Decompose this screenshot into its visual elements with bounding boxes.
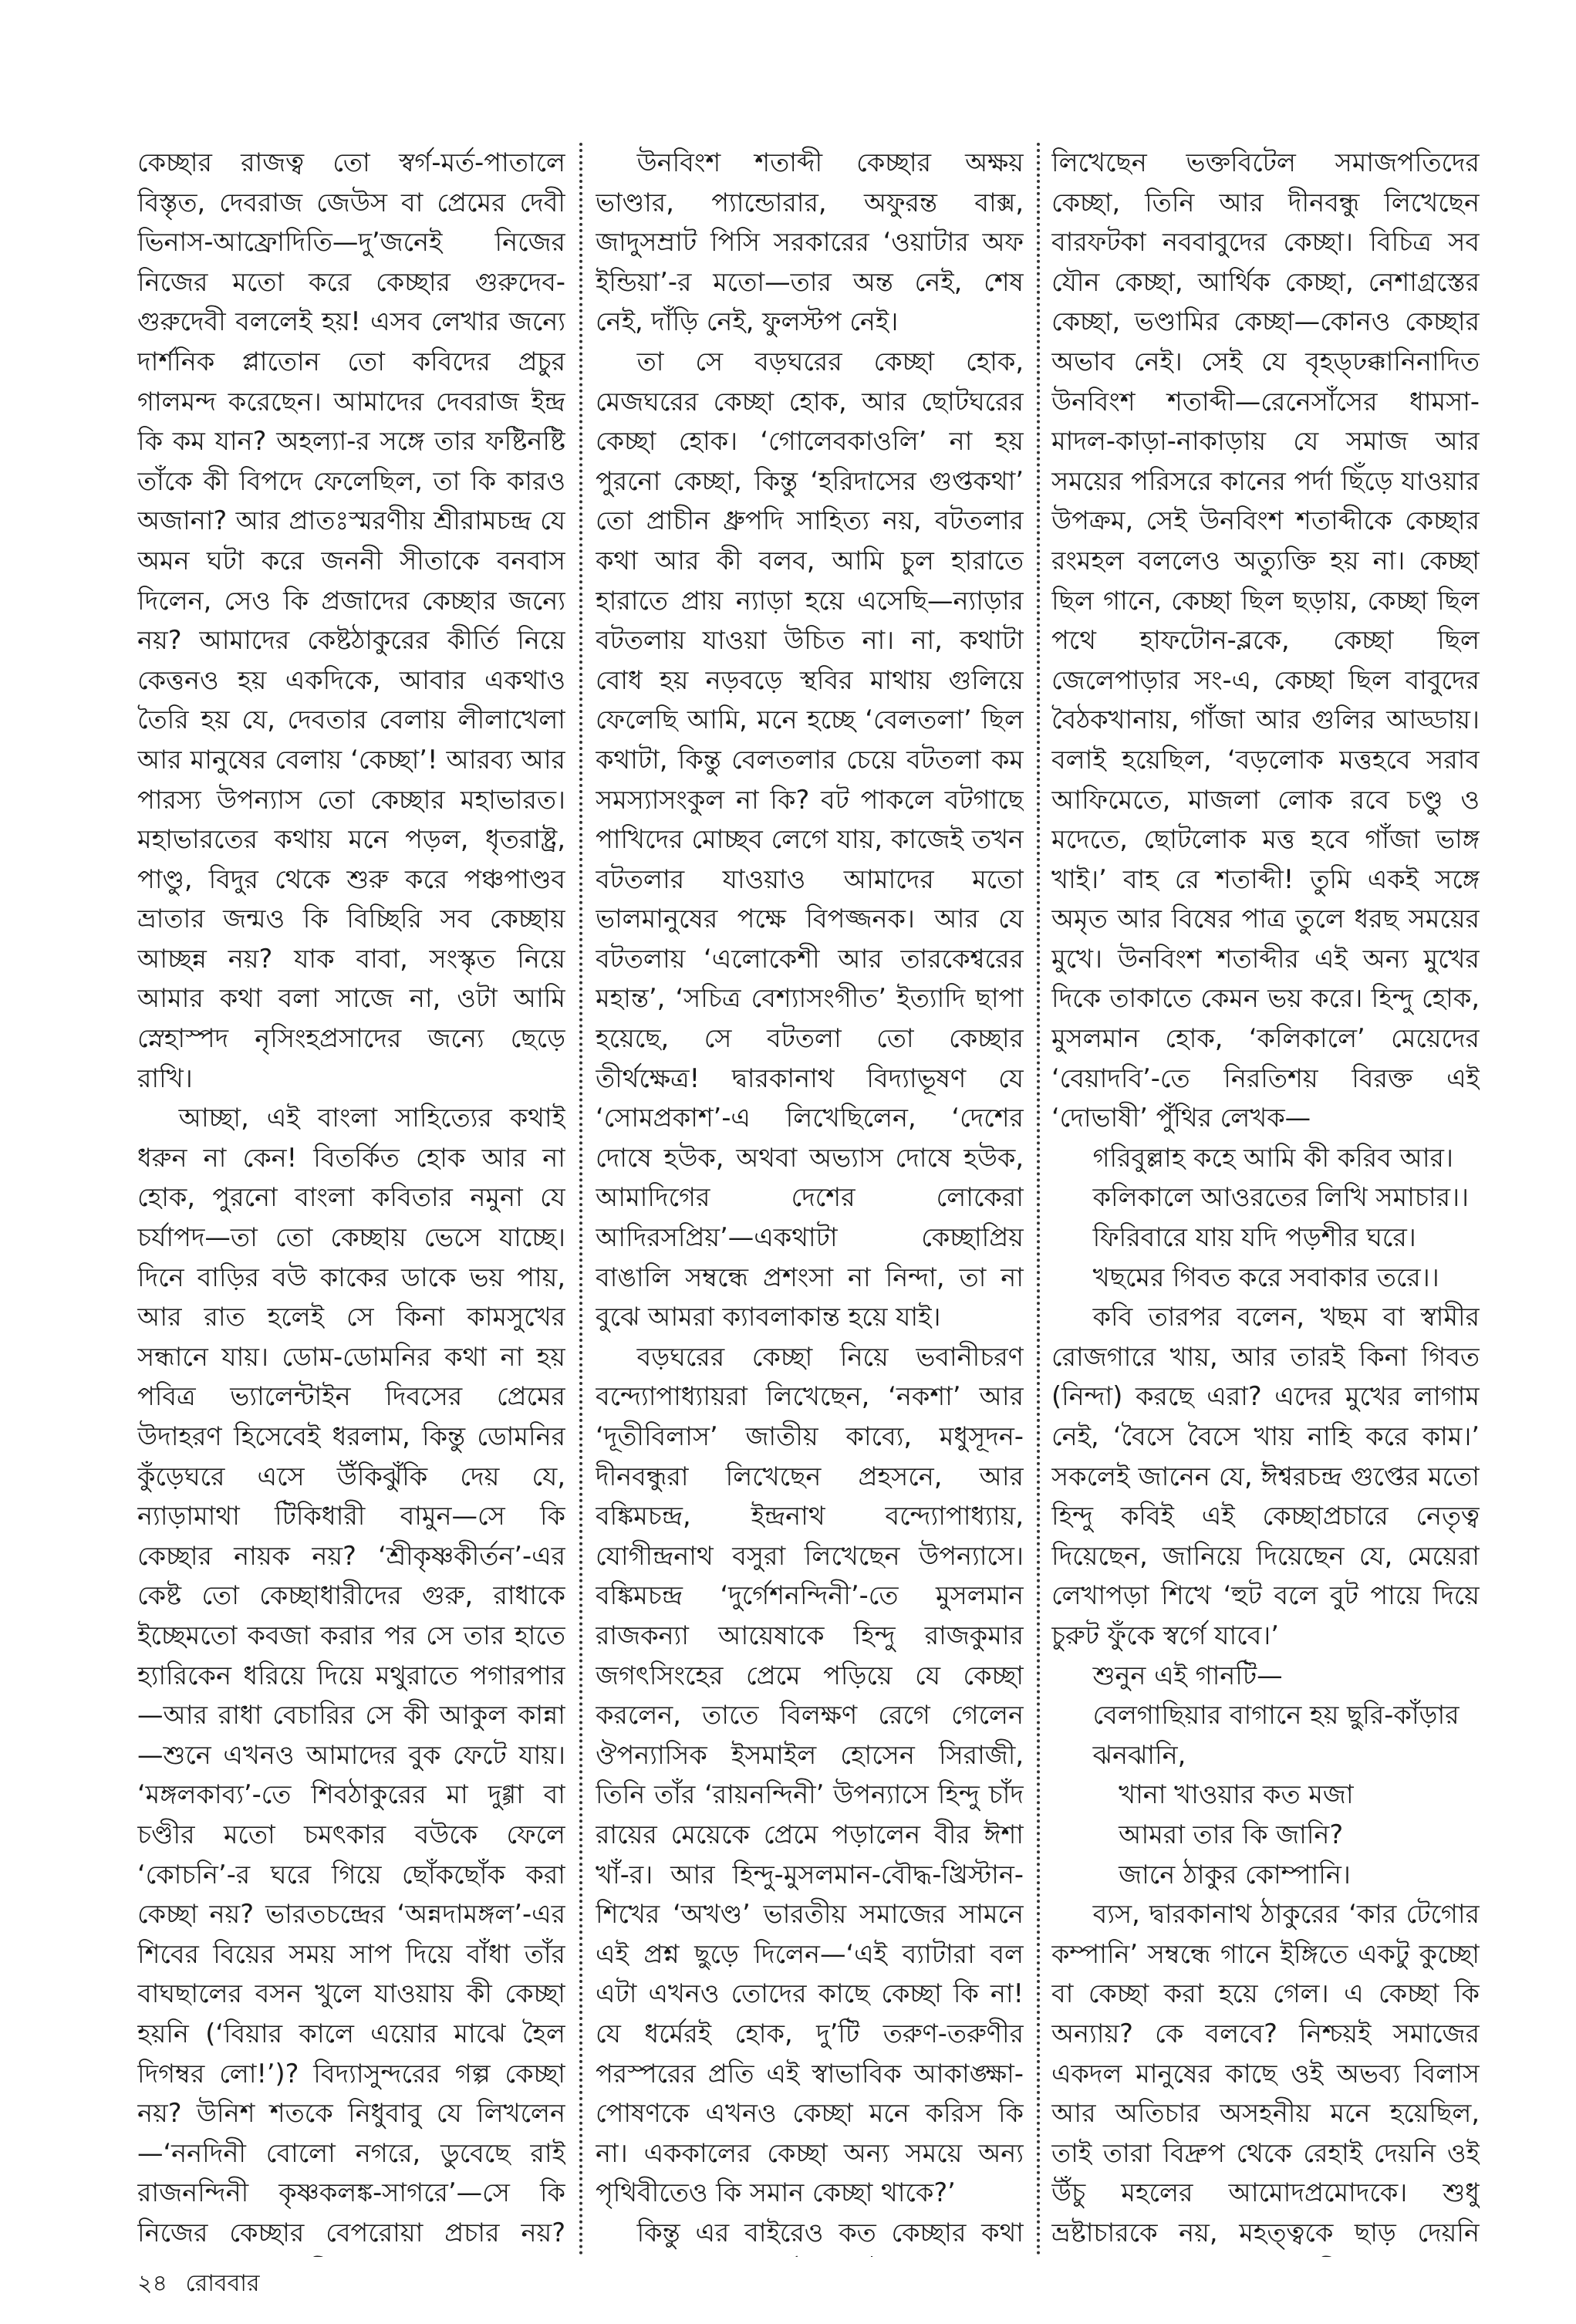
column-divider-1 [579,143,582,2257]
verse-line: আমরা তার কি জানি? [1119,1819,1344,1849]
verse-line: বেলগাছিয়ার বাগানে হয় ছুরি-কাঁড়ার ঝনঝানি, [1092,1700,1460,1770]
page-footer [137,2268,260,2299]
paragraph: আচ্ছা, এই বাংলা সাহিত্যের কথাই ধরুন না কেন! বিতর্কিত হোক আর না হোক, পুরনো বাংলা কবিতার নমুনা যে চর্যাপদ—তা তো কেচ্ছায় ভেসে যাচ্ছে। দিনে বাড়ির বউ কাকের ডাকে ভয় পায়, আর রাত হলেই সে কিনা কামসুখের সন্ধানে যায়। ডোম-ডোমনির কথা না হয় পবিত্র ভ্যালেন্টাইন দিবসের প্রেমের উদাহরণ হিসেবেই ধরলাম, কিন্তু ডোমনির কুঁড়েঘরে এসে উঁকিঝুঁকি দেয় যে, ন্যাড়ামাথা টিকিধারী বামুন—সে কি কেচ্ছার নায়ক নয়? ‘শ্রীকৃষ্ণকীর্তন’-এর কেষ্ট তো কেচ্ছাধারীদের গুরু, রাধাকে ইচ্ছেমতো কবজা করার পর সে তার হাতে হ্যারিকেন ধরিয়ে দিয়ে মথুরাতে পগারপার—আর রাধা বেচারির সে কী আকুল কান্না—শুনে এখনও আমাদের বুক ফেটে যায়। ‘মঙ্গলকাব্য’-তে শিবঠাকুরের মা দুগ্গা বা চণ্ডীর মতো চমৎকার বউকে ফেলে ‘কোচনি’-র ঘরে গিয়ে ছোঁকছোঁক করা কেচ্ছা নয়? ভারতচন্দ্রের ‘অন্নদামঙ্গল’-এর শিবের বিয়ের সময় সাপ দিয়ে বাঁধা তাঁর বাঘছালের বসন খুলে যাওয়ায় কী কেচ্ছা হয়নি (‘বিয়ার কালে এয়োর মাঝে হৈল দিগম্বর লো!’)? বিদ্যাসুন্দরের গল্প কেচ্ছা নয়? উনিশ শতকে নিধুবাবু যে লিখলেন—‘ননদিনী বোলো নগরে, ডুবেছে রাই রাজনন্দিনী কৃষ্ণকলঙ্ক-সাগরে’—সে কি নিজের কেচ্ছার বেপরোয়া প্রচার নয়? [137,1103,565,2248]
paragraph: উনবিংশ শতাব্দী কেচ্ছার অক্ষয় ভাণ্ডার, প্যান্ডোরার, অফুরন্ত বাক্স, জাদুসম্রাট পিসি সরকারের ‘ওয়াটার অফ ইন্ডিয়া’-র মতো—তার অন্ত নেই, শেষ নেই, দাঁড়ি নেই, ফুলস্টপ নেই। [596,147,1024,337]
text-column-2 [596,143,1024,2257]
page-number: ২৪ [137,2270,167,2297]
paragraph: বড়ঘরের কেচ্ছা নিয়ে ভবানীচরণ বন্দ্যোপাধ্যায়রা লিখেছেন, ‘নকশা’ আর ‘দূতীবিলাস’ জাতীয় কাব্যে, মধুসূদন-দীনবন্ধুরা লিখেছেন প্রহসনে, আর বঙ্কিমচন্দ্র, ইন্দ্রনাথ বন্দ্যোপাধ্যায়, যোগীন্দ্রনাথ বসুরা লিখেছেন উপন্যাসে। বঙ্কিমচন্দ্র ‘দুর্গেশনন্দিনী’-তে মুসলমান রাজকন্যা আয়েষাকে হিন্দু রাজকুমার জগৎসিংহের প্রেমে পড়িয়ে যে কেচ্ছা করলেন, তাতে বিলক্ষণ রেগে গেলেন ঔপন্যাসিক ইসমাইল হোসেন সিরাজী, তিনি তাঁর ‘রায়নন্দিনী’ উপন্যাসে হিন্দু চাঁদ রায়ের মেয়েকে প্রেমে পড়ালেন বীর ঈশা খাঁ-র। আর হিন্দু-মুসলমান-বৌদ্ধ-খ্রিস্টান-শিখের ‘অখণ্ড’ ভারতীয় সমাজের সামনে এই প্রশ্ন ছুড়ে দিলেন—‘এই ব্যাটারা বল এটা এখনও তোদের কাছে কেচ্ছা কি না! যে ধর্মেরই হোক, দু’টি তরুণ-তরুণীর পরস্পরের প্রতি এই স্বাভাবিক আকাঙ্ক্ষা-পোষণকে এখনও কেচ্ছা মনে করিস কি না। এককালের কেচ্ছা অন্য সময়ে অন্য পৃথিবীতেও কি সমান কেচ্ছা থাকে?’ [596,1341,1024,2208]
paragraph: লিখেছেন ভক্তবিটেল সমাজপতিদের কেচ্ছা, তিনি আর দীনবন্ধু লিখেছেন বারফটকা নববাবুদের কেচ্ছা। বিচিত্র সব যৌন কেচ্ছা, আর্থিক কেচ্ছা, নেশাগ্রস্তের কেচ্ছা, ভণ্ডামির কেচ্ছা—কোনও কেচ্ছার অভাব নেই। সেই যে বৃহড্ঢক্কানিনাদিত উনবিংশ শতাব্দী—রেনেসাঁসের ধামসা-মাদল-কাড়া-নাকাড়ায় যে সমাজ আর সময়ের পরিসরে কানের পর্দা ছিঁড়ে যাওয়ার উপক্রম, সেই উনবিংশ শতাব্দীকে কেচ্ছার রংমহল বললেও অত্যুক্তি হয় না। কেচ্ছা ছিল গানে, কেচ্ছা ছিল ছড়ায়, কেচ্ছা ছিল পথে হাফটোন-ব্লকে, কেচ্ছা ছিল জেলেপাড়ার সং-এ, কেচ্ছা ছিল বাবুদের বৈঠকখানায়, গাঁজা আর গুলির আড্ডায়। বলাই হয়েছিল, ‘বড়লোক মত্তহবে সরাব আফিমেতে, মাজলা লোক রবে চণ্ডু ও মদেতে, ছোটলোক মত্ত হবে গাঁজা ভাঙ্গ খাই।’ বাহ রে শতাব্দী! তুমি একই সঙ্গে অমৃত আর বিষের পাত্র তুলে ধরছ সময়ের মুখে। উনবিংশ শতাব্দীর এই অন্য মুখের দিকে তাকাতে কেমন ভয় করে। হিন্দু হোক, মুসলমান হোক, ‘কলিকালে’ মেয়েদের ‘বেয়াদবি’-তে নিরতিশয় বিরক্ত এই ‘দোভাষী’ পুঁথির লেখক— [1051,147,1480,1133]
verse-line: খানা খাওয়ার কত মজা [1119,1779,1354,1810]
text-column-1 [137,143,565,2257]
paragraph: কবি তারপর বলেন, খছম বা স্বামীর রোজগারে খায়, আর তারই কিনা গিবত (নিন্দা) করছে এরা? এদের মুখের লাগাম নেই, ‘বৈসে বৈসে খায় নাহি করে কাম।’ সকলেই জানেন যে, ঈশ্বরচন্দ্র গুপ্তের মতো হিন্দু কবিই এই কেচ্ছাপ্রচারে নেতৃত্ব দিয়েছেন, জানিয়ে দিয়েছেন যে, মেয়েরা লেখাপড়া শিখে ‘হুট বলে বুট পায়ে দিয়ে চুরুট ফুঁকে স্বর্গে যাবে।’ [1051,1302,1480,1650]
paragraph: কিন্তু এর বাইরেও কত কেচ্ছার কথা [636,2217,1024,2248]
paragraph: শুনুন এই গানটি— [1092,1660,1283,1691]
magazine-name: রোববার [185,2270,260,2297]
verse-line: খছমের গিবত করে সবাকার তরে।। [1092,1262,1439,1292]
verse-line: ফিরিবারে যায় যদি পড়শীর ঘরে। [1092,1222,1416,1253]
paragraph: কেচ্ছার রাজত্ব তো স্বর্গ-মর্ত-পাতালে বিস্তৃত, দেবরাজ জেউস বা প্রেমের দেবী ভিনাস-আফ্রোদিতি—দু’জনেই নিজের নিজের মতো করে কেচ্ছার গুরুদেব-গুরুদেবী বললেই হয়! এসব লেখার জন্যে দার্শনিক প্লাতোন তো কবিদের প্রচুর গালমন্দ করেছেন। আমাদের দেবরাজ ইন্দ্র কি কম যান? অহল্যা-র সঙ্গে তার ফষ্টিনষ্টি তাঁকে কী বিপদে ফেলেছিল, তা কি কারও অজানা? আর প্রাতঃস্মরণীয় শ্রীরামচন্দ্র যে অমন ঘটা করে জননী সীতাকে বনবাস দিলেন, সেও কি প্রজাদের কেচ্ছার জন্যে নয়? আমাদের কেষ্টঠাকুরের কীর্তি নিয়ে কেত্তনও হয় একদিকে, আবার একথাও তৈরি হয় যে, দেবতার বেলায় লীলাখেলা আর মানুষের বেলায় ‘কেচ্ছা’! আরব্য আর পারস্য উপন্যাস তো কেচ্ছার মহাভারত। মহাভারতের কথায় মনে পড়ল, ধৃতরাষ্ট্র, পাণ্ডু, বিদুর থেকে শুরু করে পঞ্চপাণ্ডব ভ্রাতার জন্মও কি বিচ্ছিরি সব কেচ্ছায় আচ্ছন্ন নয়? যাক বাবা, সংস্কৃত নিয়ে আমার কথা বলা সাজে না, ওটা আমি স্নেহাস্পদ নৃসিংহপ্রসাদের জন্যে ছেড়ে রাখি। [137,147,565,1093]
text-column-3 [1051,143,1480,2257]
verse-line: জানে ঠাকুর কোম্পানি। [1119,1859,1351,1890]
verse-line: গরিবুল্লাহ কহে আমি কী করিব আর। [1092,1142,1453,1173]
paragraph: ব্যস, দ্বারকানাথ ঠাকুরের ‘কার টেগোর কম্পানি’ সম্বন্ধে গানে ইঙ্গিতে একটু কুচ্ছো বা কেচ্ছা করা হয়ে গেল। এ কেচ্ছা কি অন্যায়? কে বলবে? নিশ্চয়ই সমাজের একদল মানুষের কাছে ওই অভব্য বিলাস আর অতিচার অসহনীয় মনে হয়েছিল, তাই তারা বিদ্রুপ থেকে রেহাই দেয়নি ওই উঁচু মহলের আমোদপ্রমোদকে। শুধু ভ্রষ্টাচারকে নয়, মহত্ত্বকে ছাড় দেয়নি [1051,1899,1480,2248]
paragraph: তা সে বড়ঘরের কেচ্ছা হোক, মেজঘরের কেচ্ছা হোক, আর ছোটঘরের কেচ্ছা হোক। ‘গোলেবকাওলি’ না হয় পুরনো কেচ্ছা, কিন্তু ‘হরিদাসের গুপ্তকথা’ তো প্রাচীন ধ্রুপদি সাহিত্য নয়, বটতলার কথা আর কী বলব, আমি চুল হারাতে হারাতে প্রায় ন্যাড়া হয়ে এসেছি—ন্যাড়ার বটতলায় যাওয়া উচিত না। না, কথাটা বোধ হয় নড়বড়ে স্থবির মাথায় গুলিয়ে ফেলেছি আমি, মনে হচ্ছে ‘বেলতলা’ ছিল কথাটা, কিন্তু বেলতলার চেয়ে বটতলা কম সমস্যাসংকুল না কি? বট পাকলে বটগাছে পাখিদের মোচ্ছব লেগে যায়, কাজেই তখন বটতলার যাওয়াও আমাদের মতো ভালমানুষের পক্ষে বিপজ্জনক। আর যে বটতলায় ‘এলোকেশী আর তারকেশ্বরের মহান্ত’, ‘সচিত্র বেশ্যাসংগীত’ ইত্যাদি ছাপা হয়েছে, সে বটতলা তো কেচ্ছার তীর্থক্ষেত্র! দ্বারকানাথ বিদ্যাভূষণ যে ‘সোমপ্রকাশ’-এ লিখেছিলেন, ‘দেশের দোষে হউক, অথবা অভ্যাস দোষে হউক, আমাদিগের দেশের লোকেরা আদিরসপ্রিয়’—একথাটা কেচ্ছাপ্রিয় বাঙালি সম্বন্ধে প্রশংসা না নিন্দা, তা না বুঝে আমরা ক্যাবলাকান্ত হয়ে যাই। [596,346,1024,1333]
verse-line: কলিকালে আওরতের লিখি সমাচার।। [1092,1182,1470,1213]
column-divider-2 [1037,143,1040,2257]
